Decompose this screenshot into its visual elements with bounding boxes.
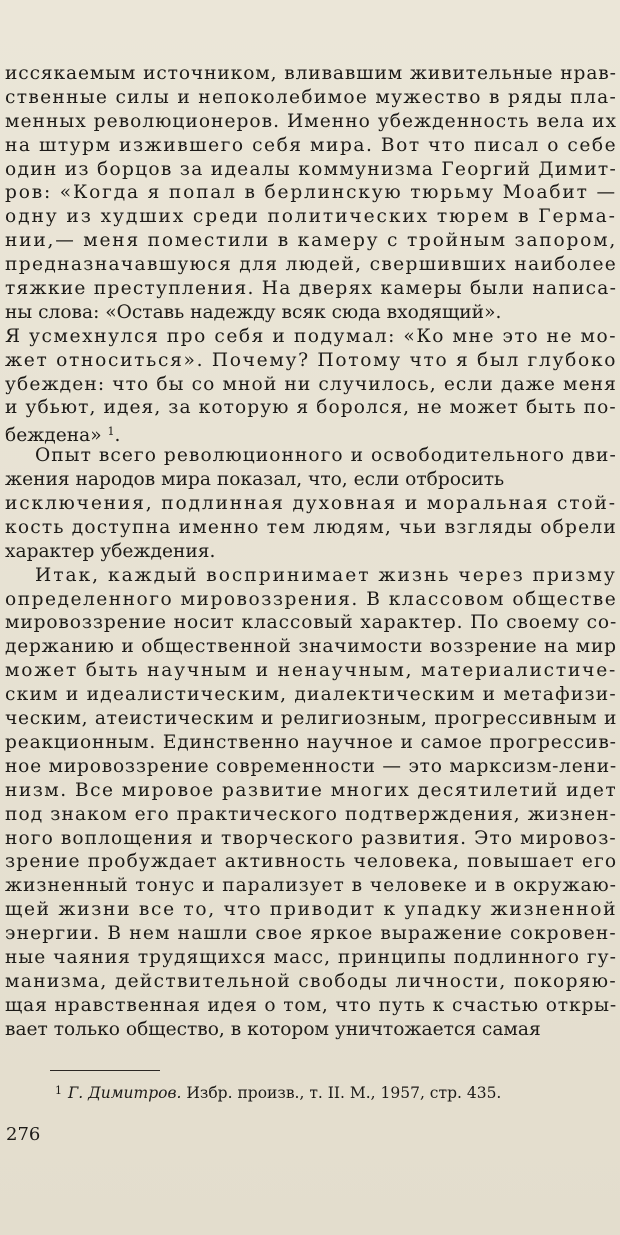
footnote-mark: 1 [55,1084,62,1097]
text-line: менных революционеров. Именно убежденность вела их [5,110,617,132]
text-line: низм. Все мировое развитие многих десятилетий идет [5,779,617,801]
text-line: ного воплощения и творческого развития. Это мировоз- [5,827,617,849]
page-number: 276 [6,1124,41,1145]
sentence-end: . [114,425,121,445]
text-line: реакционным. Единственно научное и самое прогрессив- [5,731,617,753]
text-line: кость доступна именно тем людям, чьи взгляды обрели [5,516,617,538]
text-line: энергии. В нем нашли свое яркое выражение сокровен- [5,923,617,945]
text-line: убежден: что бы со мной ни случилось, если даже меня [5,373,617,395]
text-fragment: беждена» [5,425,102,445]
text-line: ров: «Когда я попал в берлинскую тюрьму Моабит — [5,182,617,204]
text-line: ны слова: «Оставь надежду всяк сюда входящий». [5,301,502,323]
body-text [5,62,617,1042]
text-line: мировоззрение носит классовый характер. По своему со- [5,612,617,634]
text-line: вает только общество, в котором уничтожается самая [5,1018,541,1040]
text-line: жизненный тонус и парализует в человеке и в окружаю- [5,875,617,897]
text-line: щей жизни все то, что приводит к упадку жизненной [5,899,617,921]
text-line: предназначавшуюся для людей, свершивших наиболее [5,254,617,276]
text-line-last [5,420,617,444]
footnote [55,1081,615,1103]
text-line: Опыт всего революционного и освободительного дви- [35,445,617,467]
text-line: тяжкие преступления. На дверях камеры были написа- [5,278,617,300]
text-line: исключения, подлинная духовная и моральная стой- [5,493,617,515]
text-line: может быть научным и ненаучным, материалистиче- [5,660,617,682]
text-line: один из борцов за идеалы коммунизма Георгий Димит- [5,158,617,180]
footnote-divider [50,1070,160,1071]
text-line: на штурм изжившего себя мира. Вот что писал о себе [5,134,617,156]
text-line: ским и идеалистическим, диалектическим и метафизи- [5,684,617,706]
text-line: манизма, действительной свободы личности, покоряю- [5,970,617,992]
footnote-citation: Избр. произв., т. II. М., 1957, стр. 435. [186,1084,502,1102]
text-line: определенного мировоззрения. В классовом обществе [5,588,617,610]
text-line: ное мировоззрение современности — это марксизм-лени- [5,755,617,777]
text-line: и убьют, идея, за которую я боролся, не может быть по- [5,397,617,419]
text-line: щая нравственная идея о том, что путь к счастью откры- [5,994,617,1016]
text-line: жения народов мира показал, что, если отбросить [5,469,505,491]
text-line: ные чаяния трудящихся масс, принципы подлинного гу- [5,946,617,968]
text-line: Я усмехнулся про себя и подумал: «Ко мне это не мо- [5,325,617,347]
text-line: держанию и общественной значимости воззрение на мир [5,636,617,658]
text-line: одну из худших среди политических тюрем в Герма- [5,206,617,228]
text-line: жет относиться». Почему? Потому что я был глубоко [5,349,617,371]
text-line: характер убеждения. [5,540,216,562]
paragraph-2 [5,444,617,563]
text-line: иссякаемым источником, вливавшим живительные нрав- [5,63,617,84]
text-line: нии,— меня поместили в камеру с тройным запором, [5,230,617,252]
footnote-author: Г. Димитров. [68,1084,182,1102]
footnote-reference: 1 [107,425,115,439]
text-line: ственные силы и непоколебимое мужество в ряды пла- [5,86,617,108]
text-line: ческим, атеистическим и религиозным, прогрессивным и [5,708,617,730]
text-line: под знаком его практического подтверждения, жизнен- [5,803,617,825]
text-line: зрение пробуждает активность человека, повышает его [5,851,617,873]
paragraph-3 [5,564,617,1042]
paragraph-1 [5,62,617,444]
text-line: Итак, каждый воспринимает жизнь через призму [35,564,617,586]
